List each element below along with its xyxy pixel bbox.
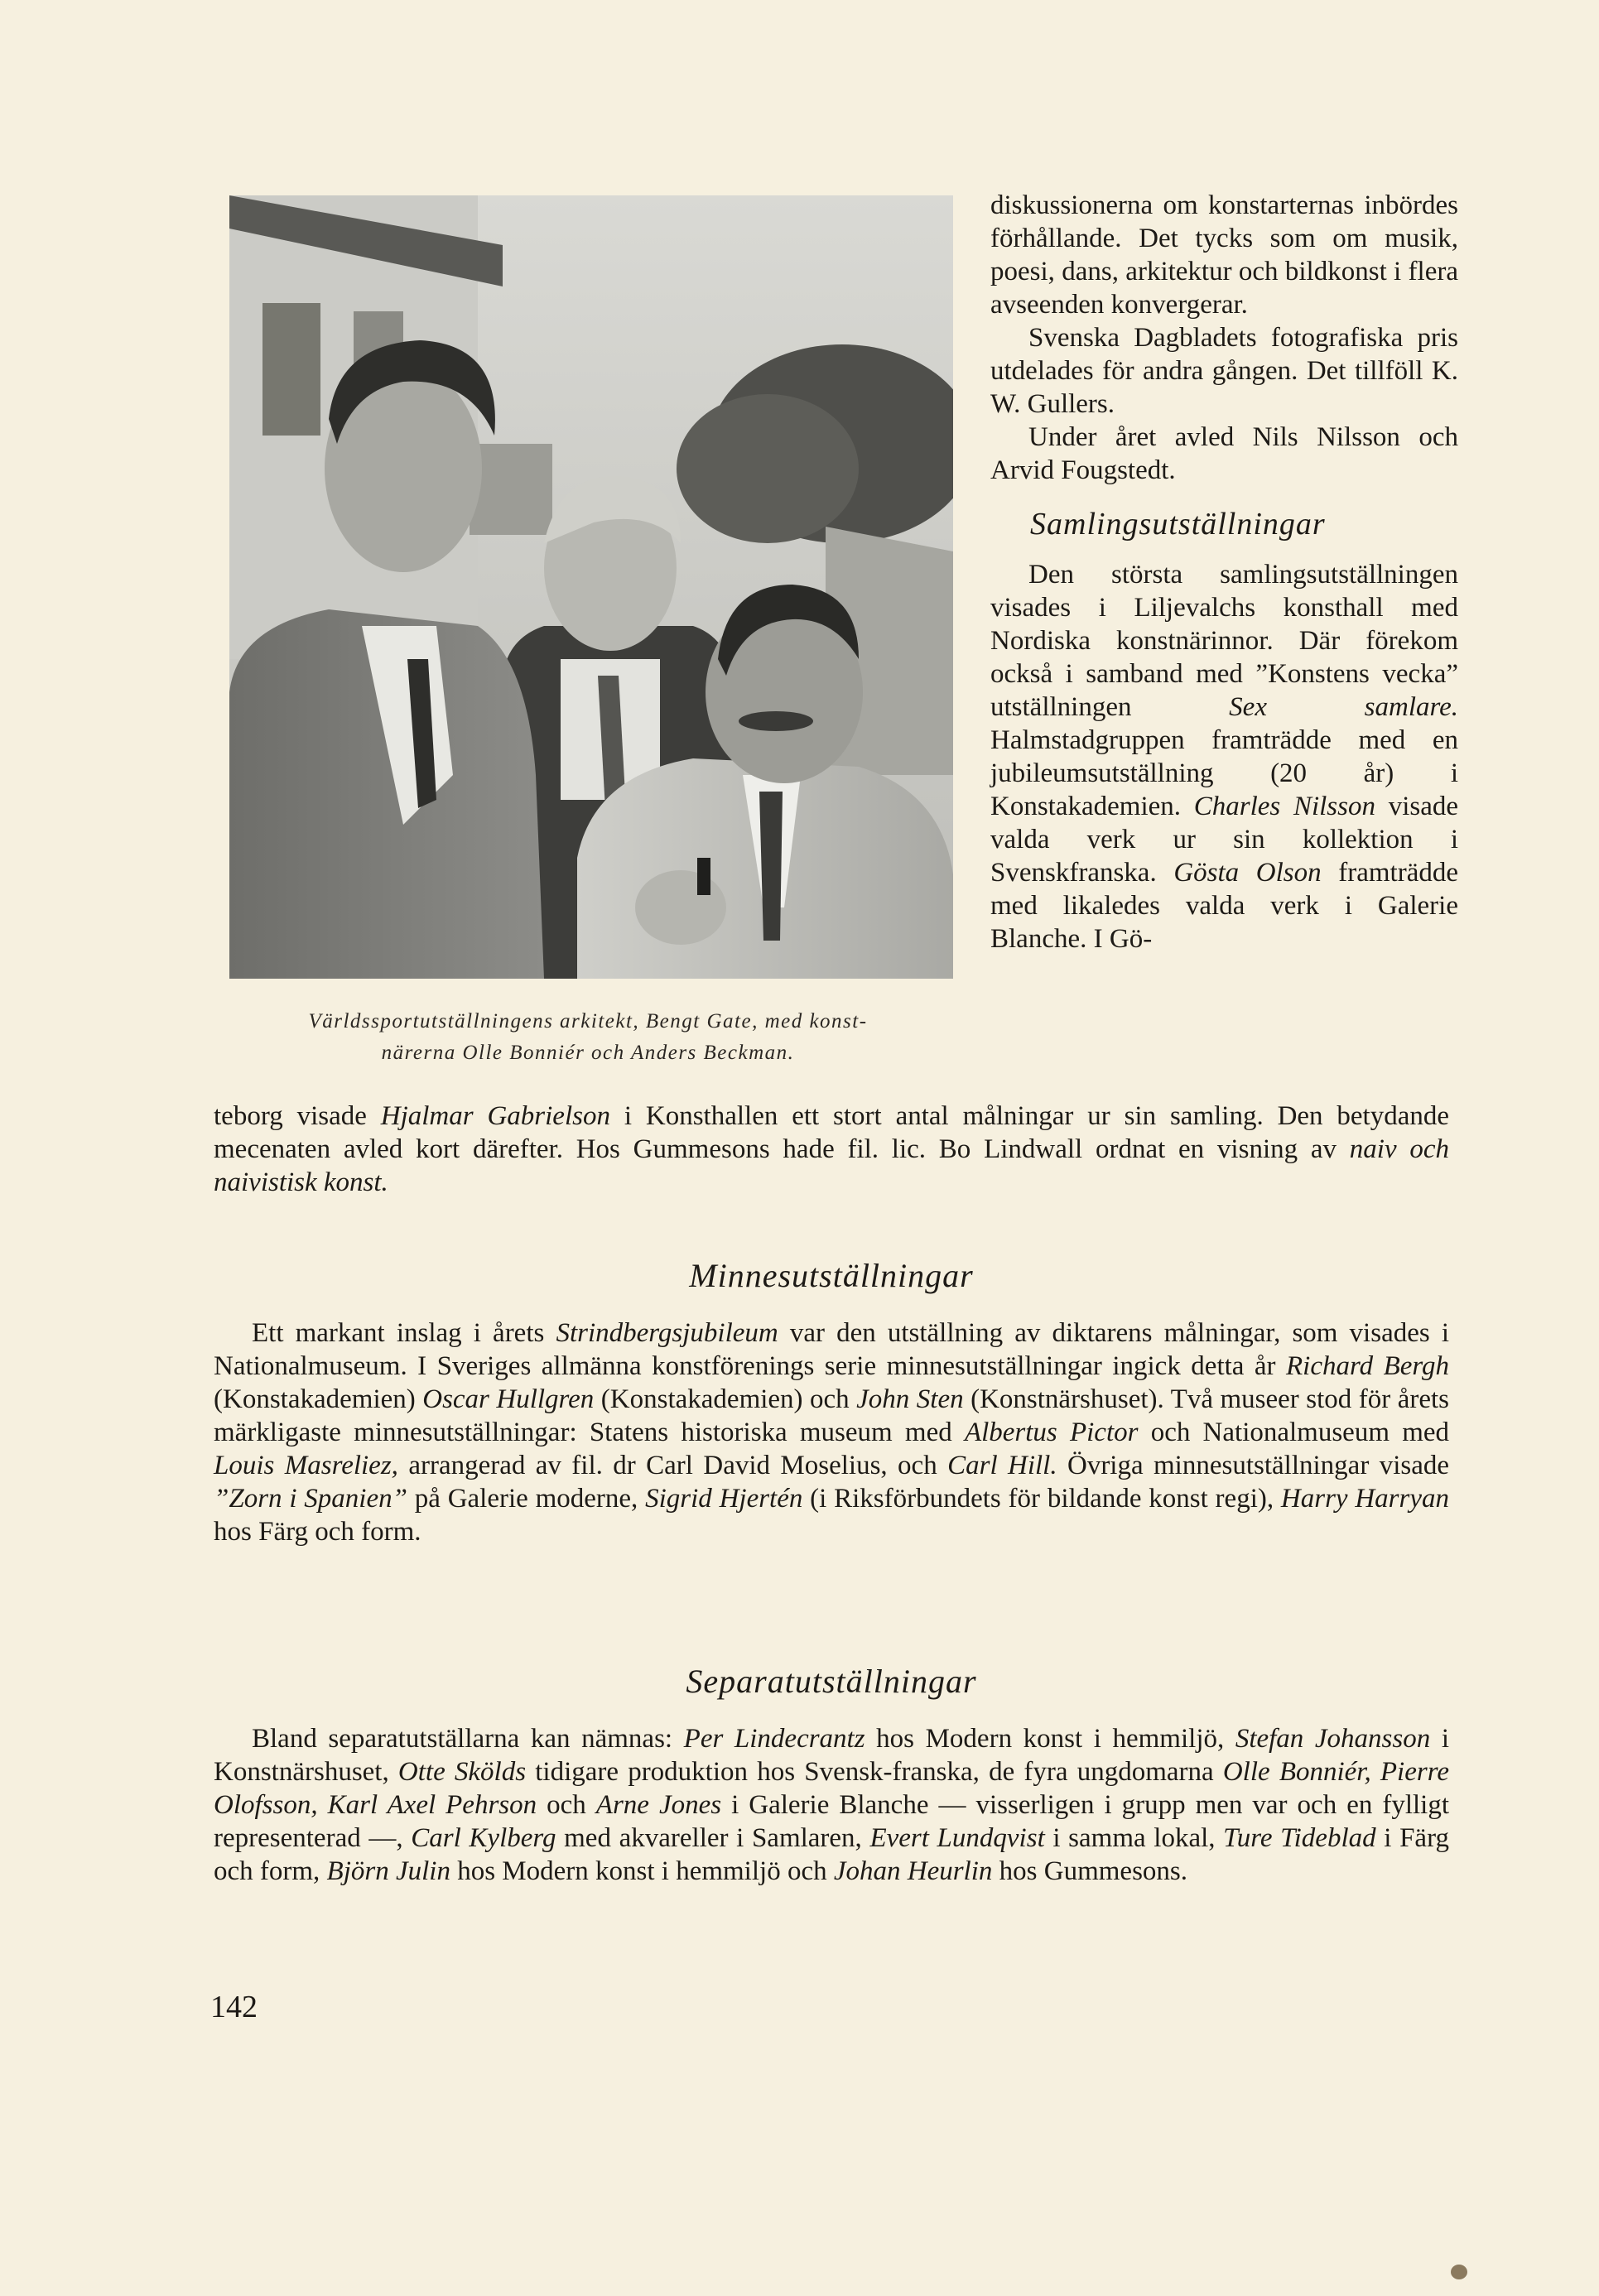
text-span: hos Färg och form.: [214, 1517, 421, 1547]
paragraph-separatutstallningar: [214, 1722, 1449, 1888]
italic-name-gosta-olson: Gösta Olson: [1173, 858, 1322, 888]
text-span: Bland separatutställarna kan nämnas:: [252, 1724, 684, 1754]
text-span: framträdde med likaledes valda verk i Galerie Blanche. I Gö-: [990, 858, 1459, 954]
text-span: arrangerad av fil. dr Carl David Moselius, och: [397, 1451, 948, 1480]
text-span: Övriga minnesutställningar visade: [1057, 1451, 1449, 1480]
text-span: Halmstadgruppen framträdde med en jubileumsutställning (20 år) i Konstakademien.: [990, 725, 1458, 821]
text-span: hos Gummesons.: [992, 1856, 1187, 1886]
page-number: 142: [210, 1990, 258, 2024]
photograph-three-men: [229, 195, 953, 979]
italic-name: Albertus Pictor: [964, 1418, 1139, 1447]
italic-name: Louis Masreliez,: [214, 1451, 398, 1480]
scan-mark: [1451, 2265, 1467, 2279]
italic-title: ”Zorn i Spanien”: [214, 1484, 407, 1514]
text-span: teborg visade: [214, 1101, 381, 1131]
paragraph-samlingsutstallningar: [990, 558, 1458, 955]
paragraph-avled: Under året avled Nils Nilsson och Arvid Fougstedt.: [990, 422, 1458, 485]
italic-name: Stefan Johansson: [1235, 1724, 1431, 1754]
text-span: (Konstnärshuset). Två museer stod för årets märkligaste minnesutställningar: Statens historiska museum med: [214, 1384, 1449, 1447]
paragraph-konstarter: diskussionerna om konstarternas inbördes förhållande. Det tycks som om musik, poesi, dans, arkitektur och bildkonst i flera avseenden konvergerar.: [990, 190, 1458, 320]
text-span: hos Modern konst i hemmiljö,: [865, 1724, 1235, 1754]
text-span: i samma lokal,: [1044, 1823, 1224, 1853]
italic-naiv-konst: naiv och naivistisk konst.: [214, 1134, 1450, 1197]
photo-illustration: [229, 195, 953, 979]
italic-name: Carl Hill.: [947, 1451, 1057, 1480]
paragraph-minnesutstallningar: [214, 1316, 1449, 1548]
italic-name: John Sten: [856, 1384, 964, 1414]
italic-name: Richard Bergh: [1286, 1351, 1450, 1381]
continuation-paragraph: [214, 1100, 1449, 1199]
italic-names: Olle Bonniér, Pierre Olofsson, Karl Axel Pehrson: [214, 1757, 1449, 1820]
italic-name: Per Lindecrantz: [683, 1724, 865, 1754]
heading-separatutstallningar: Separatutställningar: [686, 1663, 977, 1700]
caption-line-2: närerna Olle Bonniér och Anders Beckman.: [381, 1042, 795, 1064]
text-span: tidigare produktion hos Svensk-franska, de fyra ungdomarna: [526, 1757, 1223, 1787]
right-column-text: [990, 189, 1458, 955]
text-span: Den största samlingsutställningen visades i Liljevalchs konsthall med Nordiska konstnärinnor. Där förekom också i samband med ”Konstens vecka” utställningen: [990, 560, 1458, 722]
italic-name: Otte Skölds: [397, 1757, 527, 1787]
italic-name: Harry Harryan: [1280, 1484, 1450, 1514]
text-span: i Galerie Blanche — visserligen i grupp men var och en fylligt representerad —,: [214, 1790, 1449, 1853]
text-span: och Nationalmuseum med: [1138, 1418, 1450, 1447]
heading-minnesutstallningar: Minnesutställningar: [689, 1257, 974, 1294]
italic-strindbergsjubileum: Strindbergsjubileum: [556, 1318, 778, 1348]
italic-name: Johan Heurlin: [833, 1856, 993, 1886]
text-span: i Konsthallen ett stort antal målningar ur sin samling. Den betydande mecenaten avled kort därefter. Hos Gummesons hade fil. lic. Bo Lindwall ordnat en visning av: [214, 1101, 1450, 1164]
italic-name-hjalmar-gabrielson: Hjalmar Gabrielson: [380, 1101, 610, 1131]
text-span: med akvareller i Samlaren,: [556, 1823, 870, 1853]
heading-samlingsutstallningar: Samlingsutställningar: [1030, 507, 1326, 542]
italic-name: Björn Julin: [326, 1856, 450, 1886]
text-span: hos Modern konst i hemmiljö och: [450, 1856, 834, 1886]
text-span: och: [537, 1790, 596, 1820]
caption-line-1: Världssportutställningens arkitekt, Bengt Gate, med konst-: [308, 1010, 868, 1032]
italic-name-charles-nilsson: Charles Nilsson: [1193, 792, 1375, 821]
text-span: i Konstnärshuset,: [214, 1724, 1449, 1787]
text-span: på Galerie moderne,: [407, 1484, 646, 1514]
italic-name: Evert Lundqvist: [869, 1823, 1045, 1853]
photo-caption: [215, 1006, 961, 1069]
text-span: (i Riksförbundets för bildande konst regi),: [802, 1484, 1281, 1514]
italic-title-sex-samlare: Sex samlare.: [1229, 692, 1459, 722]
separat-section-text: [214, 1722, 1449, 1888]
text-span: (Konstakademien) och: [594, 1384, 857, 1414]
text-span: visade valda verk ur sin kollektion i Svenskfranska.: [990, 792, 1458, 888]
text-span: (Konstakademien): [214, 1384, 423, 1414]
text-span: Ett markant inslag i årets: [252, 1318, 556, 1348]
minnes-section-text: [214, 1316, 1449, 1548]
italic-name: Oscar Hullgren: [422, 1384, 595, 1414]
italic-name: Sigrid Hjertén: [645, 1484, 803, 1514]
text-span: i Färg och form,: [214, 1823, 1449, 1886]
text-span: var den utställning av diktarens målningar, som visades i Nationalmuseum. I Sveriges allmänna konstförenings serie minnesutställningar ingick detta år: [214, 1318, 1449, 1381]
paragraph-goteborg: [214, 1100, 1449, 1199]
italic-name: Arne Jones: [595, 1790, 722, 1820]
italic-name: Carl Kylberg: [411, 1823, 556, 1853]
italic-name: Ture Tideblad: [1223, 1823, 1376, 1853]
paragraph-fotografiska-pris: Svenska Dagbladets fotografiska pris utdelades för andra gången. Det tillföll K. W. Gullers.: [990, 323, 1458, 419]
